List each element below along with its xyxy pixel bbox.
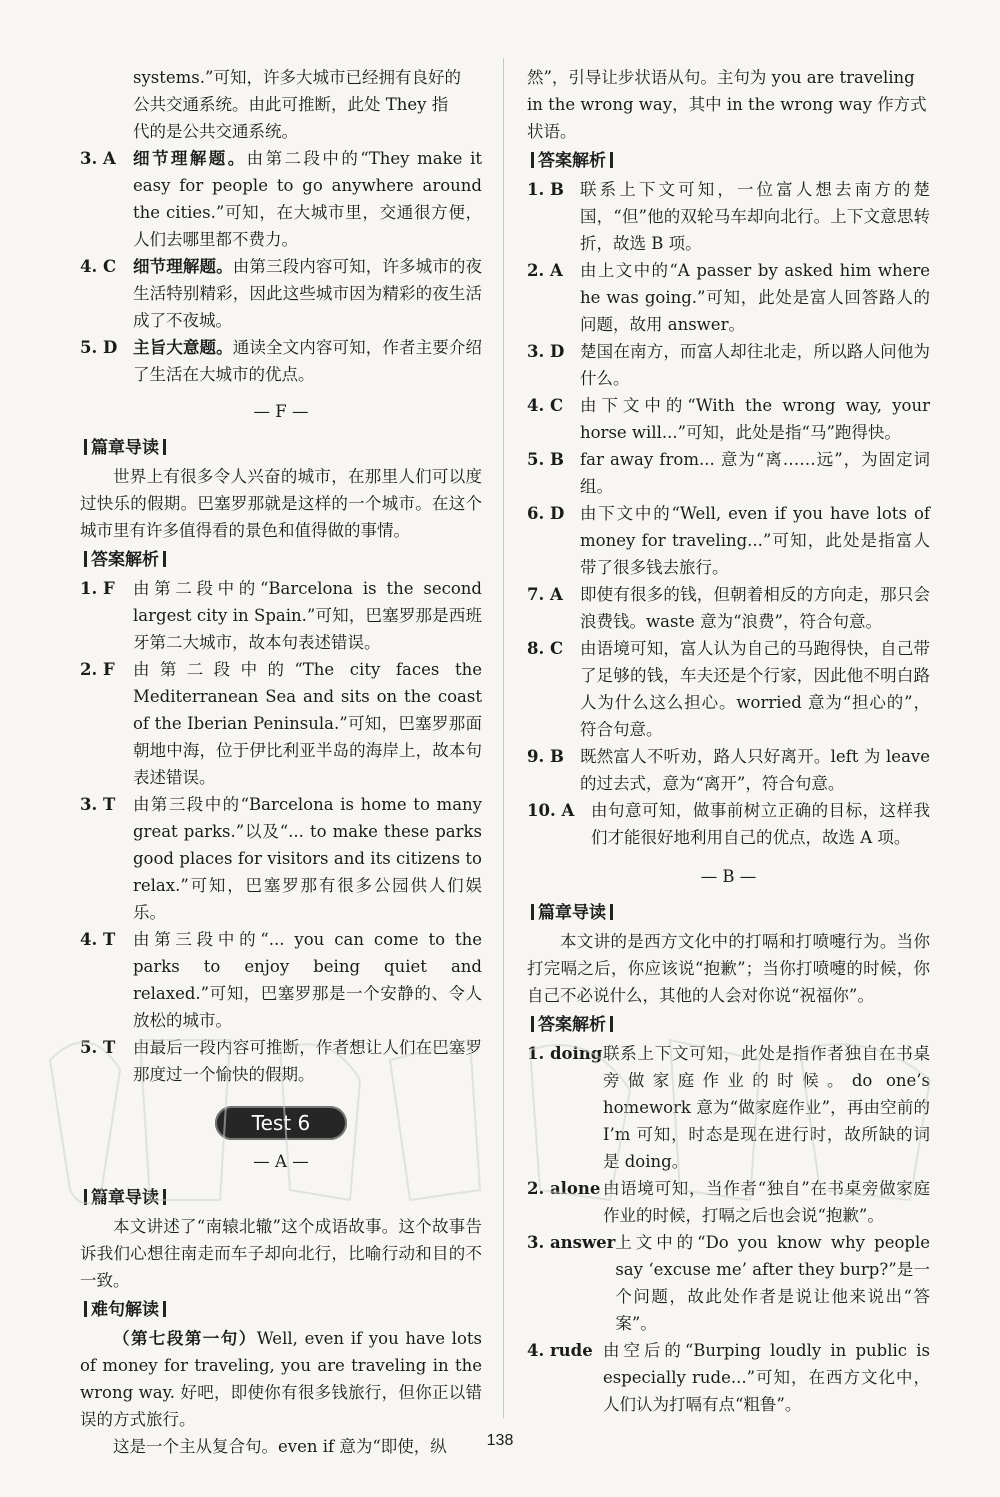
answer-item: [527, 500, 930, 581]
answer-item: [527, 1229, 930, 1337]
section-title: 篇章导读: [80, 1183, 482, 1213]
continued-line: 然”，引导让步状语从句。主句为 you are traveling: [527, 68, 915, 87]
answer-explanation: 由第三段内容可知，许多城市的夜生活特别精彩，因此这些城市因为精彩的夜生活成了不夜城。: [133, 257, 482, 330]
answer-number: 3. A: [80, 149, 116, 168]
right-column: [527, 64, 930, 1418]
answer-explanation: 由下文中的“Well, even if you have lots of money for traveling...”可知，此处是指富人带了很多钱去旅行。: [580, 504, 930, 577]
answer-number: 1. F: [80, 579, 115, 598]
answer-number: 2. F: [80, 660, 115, 679]
answer-explanation: 既然富人不听劝，路人只好离开。left 为 leave 的过去式，意为“离开”，符合句意。: [580, 747, 930, 793]
question-type: 细节理解题。: [133, 257, 233, 276]
test-badge-wrap: [80, 1106, 482, 1140]
answer-explanation: 由句意可知，做事前树立正确的目标，这样我们才能很好地利用自己的优点，故选 A 项。: [591, 801, 930, 847]
answer-item: [527, 1040, 930, 1175]
answer-number: 3. T: [80, 795, 116, 814]
answer-number: 5. B: [527, 450, 564, 469]
answer-explanation: 联系上下文可知，此处是指作者独自在书桌旁做家庭作业的时候。do one’s homework 意为“做家庭作业”，再由空前的 I’m 可知，时态是现在进行时，故所缺的词是 doing。: [603, 1044, 930, 1171]
answer-number: 6. D: [527, 504, 565, 523]
column-divider: [503, 58, 504, 1418]
answer-explanation: 由下文中的“With the wrong way, your horse will...”可知，此处是指“马”跑得快。: [580, 396, 930, 442]
answer-item: [80, 926, 482, 1034]
test-badge: Test 6: [215, 1106, 347, 1140]
answer-number: 5. T: [80, 1038, 116, 1057]
answer-number: 4. T: [80, 930, 116, 949]
left-column: [80, 64, 482, 1460]
continued-line: in the wrong way，其中 in the wrong way 作方式: [527, 95, 927, 114]
answer-number: 8. C: [527, 639, 564, 658]
answer-number: 7. A: [527, 585, 563, 604]
page-number: 138: [486, 1432, 514, 1449]
answer-explanation: 由最后一段内容可推断，作者想让人们在巴塞罗那度过一个愉快的假期。: [133, 1038, 482, 1084]
answer-item: [527, 743, 930, 797]
section-title: 答案解析: [527, 1010, 930, 1040]
answer-explanation: 楚国在南方，而富人却往北走，所以路人问他为什么。: [580, 342, 930, 388]
answer-explanation: 上文中的“Do you know why people say ‘excuse me’ after they burp?”是一个问题，故此处作者是说让他来说出“答案”。: [615, 1233, 930, 1333]
answer-number: 4. C: [527, 396, 564, 415]
answer-explanation: 由语境可知，当作者“独自”在书桌旁做家庭作业的时候，打嗝之后也会说“抱歉”。: [603, 1179, 930, 1225]
answer-item: [527, 581, 930, 635]
answer-explanation: far away from... 意为“离……远”，为固定词组。: [580, 450, 930, 496]
answer-explanation: 由第二段中的“Barcelona is the second largest city in Spain.”可知，巴塞罗那是西班牙第二大城市，故本句表述错误。: [133, 579, 482, 652]
answer-item: [527, 257, 930, 338]
answer-number: 10. A: [527, 801, 575, 820]
reading-guide: 本文讲述了“南辕北辙”这个成语故事。这个故事告诉我们心想往南走而车子却向北行，比喻行动和目的不一致。: [80, 1217, 482, 1290]
question-type: 主旨大意题。: [133, 338, 233, 357]
answer-explanation: 由上文中的“A passer by asked him where he was going.”可知，此处是富人回答路人的问题，故用 answer。: [580, 261, 930, 334]
answer-explanation: 通读全文内容可知，作者主要介绍了生活在大城市的优点。: [133, 338, 482, 384]
answer-number: 3. D: [527, 342, 565, 361]
answer-number: 1. B: [527, 180, 564, 199]
section-title: 答案解析: [80, 545, 482, 575]
continued-line: 状语。: [527, 122, 577, 141]
section-title: 篇章导读: [80, 433, 482, 463]
answer-word: 4. rude: [527, 1341, 593, 1360]
answer-explanation: 由第三段中的“... you can come to the parks to enjoy being quiet and relaxed.”可知，巴塞罗那是一个安静的、令人放松的城市。: [133, 930, 482, 1030]
section-header-f: — F —: [253, 402, 309, 421]
answer-item: [80, 145, 482, 253]
section-title: 答案解析: [527, 146, 930, 176]
answer-explanation: 由语境可知，富人认为自己的马跑得快，自己带了足够的钱，车夫还是个行家，因此他不明白路人为什么这么担心。worried 意为“担心的”，符合句意。: [580, 639, 930, 739]
answer-number: 5. D: [80, 338, 118, 357]
answer-explanation: 由第二段中的“The city faces the Mediterranean Sea and sits on the coast of the Iberian Peninsula.”可知，巴塞罗那面朝地中海，位于伊比利亚半岛的海岸上，故本句表述错误。: [133, 660, 482, 787]
answer-word: 2. alone: [527, 1179, 601, 1198]
section-header-a: — A —: [253, 1152, 309, 1171]
sentence-analysis: 这是一个主从复合句。even if 意为“即使，纵: [113, 1437, 447, 1456]
section-title: 难句解读: [80, 1295, 482, 1325]
answer-item: [527, 446, 930, 500]
answer-explanation: 由第三段中的“Barcelona is home to many great parks.”以及“... to make these parks good places for visitors and its citizens to relax.”可知，巴塞罗那有很多公园供人们娱乐。: [133, 795, 482, 922]
question-type: 细节理解题。: [133, 149, 247, 168]
section-title: 篇章导读: [527, 898, 930, 928]
reading-guide: 世界上有很多令人兴奋的城市，在那里人们可以度过快乐的假期。巴塞罗那就是这样的一个城市。在这个城市里有许多值得看的景色和值得做的事情。: [80, 467, 482, 540]
reading-guide: 本文讲的是西方文化中的打嗝和打喷嚏行为。当你打完嗝之后，你应该说“抱歉”；当你打喷嚏的时候，你自己不必说什么，其他的人会对你说“祝福你”。: [527, 932, 930, 1005]
answer-item: [80, 656, 482, 791]
answer-explanation: 由空后的“Burping loudly in public is especially rude...”可知，在西方文化中，人们认为打嗝有点“粗鲁”。: [603, 1341, 930, 1414]
answer-explanation: 即使有很多的钱，但朝着相反的方向走，那只会浪费钱。waste 意为“浪费”，符合句意。: [580, 585, 930, 631]
answer-explanation: 由第二段中的“They make it easy for people to go anywhere around the cities.”可知，在大城市里，交通很方便，人们去哪里都不费力。: [133, 149, 482, 249]
answer-item: [80, 253, 482, 334]
answer-item: [80, 791, 482, 926]
difficult-sentence: [80, 1325, 482, 1433]
answer-item: [527, 1175, 930, 1229]
answer-item: [80, 334, 482, 388]
section-header-b: — B —: [700, 867, 757, 886]
answer-item: [527, 338, 930, 392]
answer-item: [527, 1337, 930, 1418]
answer-word: 3. answer: [527, 1233, 616, 1252]
answer-item: [527, 797, 930, 851]
answer-item: [80, 575, 482, 656]
answer-explanation: 联系上下文可知，一位富人想去南方的楚国，“但”他的双轮马车却向北行。上下文意思转折，故选 B 项。: [580, 180, 930, 253]
continued-line: 公共交通系统。由此可推断，此处 They 指: [133, 95, 449, 114]
answer-item: [527, 635, 930, 743]
answer-number: 2. A: [527, 261, 563, 280]
answer-item: [527, 392, 930, 446]
continued-line: 代的是公共交通系统。: [133, 122, 298, 141]
answer-item: [527, 176, 930, 257]
continued-line: systems.”可知，许多大城市已经拥有良好的: [133, 68, 461, 87]
answer-item: [80, 1034, 482, 1088]
sentence-location: （第七段第一句）: [113, 1329, 257, 1348]
sentence-text: Well, even if you have lots of money for traveling, you are traveling in the wrong way. 好吧，即使你有很多钱旅行，但你正以错误的方式旅行。: [80, 1329, 482, 1429]
answer-word: 1. doing: [527, 1044, 603, 1063]
answer-number: 9. B: [527, 747, 564, 766]
answer-number: 4. C: [80, 257, 117, 276]
